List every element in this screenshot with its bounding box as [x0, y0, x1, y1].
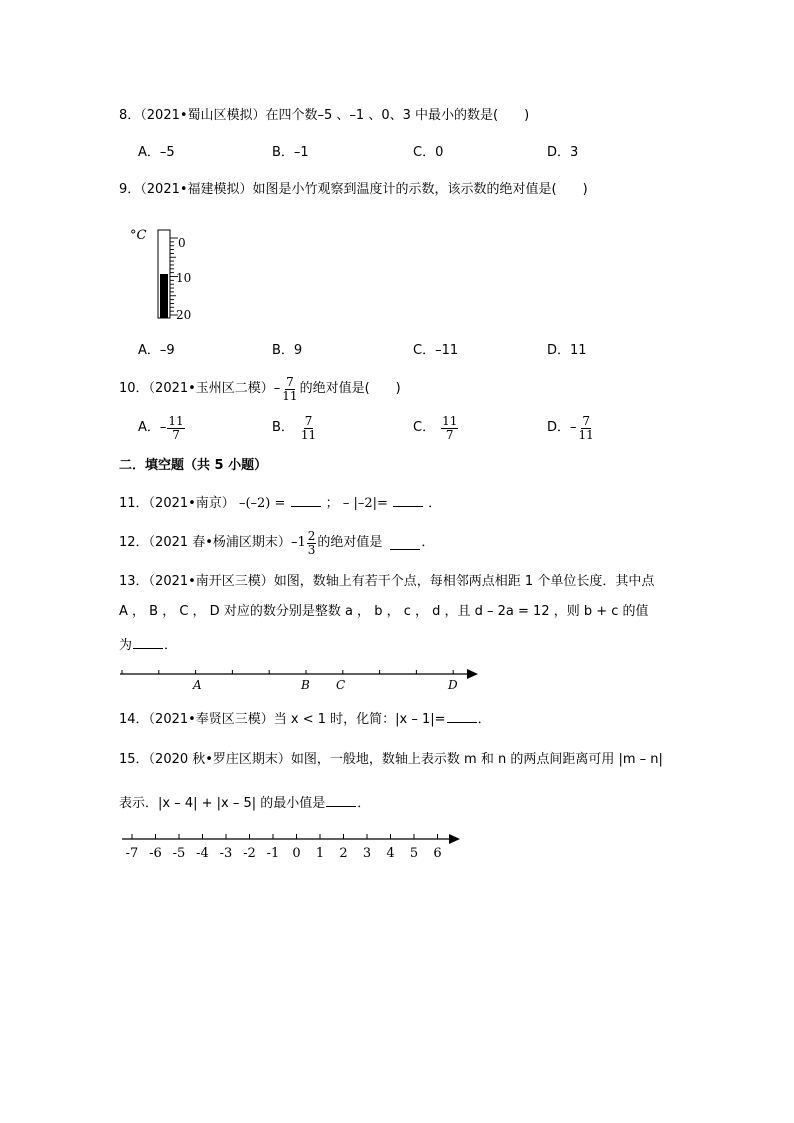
q13-number-line — [118, 664, 484, 694]
q12-blank — [390, 537, 420, 550]
q10-fraction-num: 7 — [286, 374, 294, 389]
q13-line-3-prefix: 为 — [119, 638, 133, 653]
q10-option-a — [138, 411, 186, 445]
q10-option-a-num: 11 — [168, 413, 184, 428]
q10-option-d-sign: – — [570, 420, 577, 435]
q15-blank — [326, 794, 356, 807]
q11-separator: ； — [325, 496, 339, 511]
thermometer-mercury — [160, 274, 168, 318]
q15-number-line — [118, 830, 464, 864]
q12-neg: – — [290, 535, 298, 550]
q15-tick-label: -5 — [172, 846, 186, 861]
q10-prefix: 10．（2021•玉州区二模） — [119, 381, 274, 396]
q12 — [119, 526, 434, 560]
q10-option-c — [413, 411, 459, 445]
q9-option-c: C．–11 — [413, 343, 459, 358]
q15-tick-label: 6 — [433, 846, 442, 861]
q15-tick-label: -6 — [149, 846, 162, 861]
q15-line-2-prefix: 表示．|x – 4| + |x – 5| 的最小值是 — [119, 796, 326, 811]
q10-option-a-sign: – — [159, 420, 167, 435]
q13-blank — [133, 636, 163, 649]
q10-fraction-den: 11 — [282, 388, 298, 403]
q13-axis-arrow — [467, 669, 478, 679]
q15-tick-label: -4 — [196, 846, 209, 861]
thermometer-unit: °C — [130, 228, 147, 243]
q10-option-d-den: 11 — [578, 427, 594, 442]
q11-end: ． — [428, 496, 442, 511]
q8-option-c: C．0 — [413, 145, 444, 160]
q13-line-2: A ， B ， C ， D 对应的数分别是整数 a ， b ， c ， d ，且 d – 2a = 12 ，则 b + c 的值 — [119, 604, 649, 619]
q15-tick-label: -2 — [243, 846, 256, 861]
q11 — [119, 494, 441, 512]
q12-fraction — [307, 530, 317, 557]
q10-option-b-num: 7 — [304, 413, 313, 428]
q10-option-a-fraction — [167, 415, 184, 442]
q15-line-2 — [119, 794, 370, 812]
q10-option-c-fraction — [441, 415, 458, 442]
q10-option-d-num: 7 — [582, 413, 590, 428]
q12-suffix: 的绝对值是 — [317, 535, 383, 550]
q13-label-a: A — [193, 678, 202, 692]
q11-blank-1 — [291, 494, 321, 507]
q8-stem: 8．（2021•蜀山区模拟）在四个数–5 、–1 、0、3 中最小的数是( ) — [119, 108, 530, 123]
q10-option-b-label: B． — [272, 420, 294, 435]
q10-option-d — [547, 411, 596, 445]
q10-fraction — [281, 376, 298, 403]
thermometer-figure — [126, 222, 206, 324]
thermometer-tick-0: 0 — [178, 236, 186, 250]
thermometer-tick-20: 20 — [176, 308, 192, 322]
q8-option-a: A．–5 — [138, 145, 175, 160]
q10-option-d-label: D． — [547, 420, 571, 435]
q10-option-d-fraction — [578, 415, 595, 442]
q12-den: 3 — [307, 542, 316, 557]
q15-tick-label: 5 — [409, 846, 419, 861]
q15-line-1: 15．（2020 秋•罗庄区期末）如图，一般地，数轴上表示数 m 和 n 的两点间距离可用 |m – n| — [119, 752, 663, 767]
q10-option-a-label: A． — [138, 420, 160, 435]
q15-ticks — [126, 834, 442, 861]
q10-option-c-den: 7 — [445, 427, 454, 442]
q10-option-a-den: 7 — [172, 427, 180, 442]
q14-end: ． — [477, 712, 491, 727]
section-2-title: 二．填空题（共 5 小题） — [119, 458, 268, 473]
q15-tick-label: 0 — [292, 846, 301, 861]
q10-option-c-num: 11 — [442, 413, 458, 428]
thermometer-tick-10: 10 — [176, 271, 192, 285]
q15-tick-label: -3 — [219, 846, 233, 861]
q14 — [119, 710, 491, 728]
q15-tick-label: 4 — [386, 846, 395, 861]
q13-label-d: D — [448, 678, 458, 692]
q15-tick-label: -1 — [266, 846, 280, 861]
q10-option-c-label: C． — [413, 420, 436, 435]
q12-prefix: 12．（2021 春•杨浦区期末） — [119, 535, 291, 550]
q9-stem: 9．（2021•福建模拟）如图是小竹观察到温度计的示数，该示数的绝对值是( ) — [119, 182, 588, 197]
q13-label-c: C — [336, 678, 346, 692]
q15-line-2-end: ． — [357, 796, 371, 811]
q15-tick-label: 3 — [362, 846, 372, 861]
q9-option-d: D．11 — [547, 343, 587, 358]
q10-suffix: 的绝对值是( ) — [299, 381, 401, 396]
q11-expr2: – |–2|= — [342, 496, 388, 511]
q12-end: ． — [421, 535, 435, 550]
q12-mixed-number — [297, 530, 317, 557]
q14-prefix: 14．（2021•奉贤区三模）当 x < 1 时，化简：|x – 1|= — [119, 712, 446, 727]
q14-blank — [447, 710, 477, 723]
q11-blank-2 — [393, 494, 423, 507]
q13-line-3-end: ． — [164, 638, 178, 653]
q15-tick-label: -7 — [125, 846, 139, 861]
q13-label-b: B — [301, 678, 310, 692]
q15-tick-label: 1 — [315, 846, 325, 861]
q13-line-1: 13．（2021•南开区三模）如图，数轴上有若干个点，每相邻两点相距 1 个单位长度．其中点 — [119, 574, 655, 589]
q12-whole: 1 — [297, 535, 306, 550]
q12-num: 2 — [307, 528, 316, 543]
q10-neg: – — [273, 381, 281, 396]
q15-tick-label: 2 — [339, 846, 348, 861]
q11-prefix: 11．（2021•南京） — [119, 496, 235, 511]
q10-option-b-den: 11 — [300, 427, 317, 442]
q9-option-b: B．9 — [272, 343, 303, 358]
q10-stem — [119, 372, 401, 406]
q8-option-d: D．3 — [547, 145, 579, 160]
q9-option-a: A．–9 — [138, 343, 175, 358]
q15-axis-arrow — [449, 834, 460, 844]
q11-expr1: –(–2) = — [238, 496, 286, 511]
q8-option-b: B．–1 — [272, 145, 309, 160]
q10-option-b-fraction — [300, 415, 317, 442]
q13-line-3 — [119, 636, 177, 654]
q10-option-b — [272, 411, 318, 445]
